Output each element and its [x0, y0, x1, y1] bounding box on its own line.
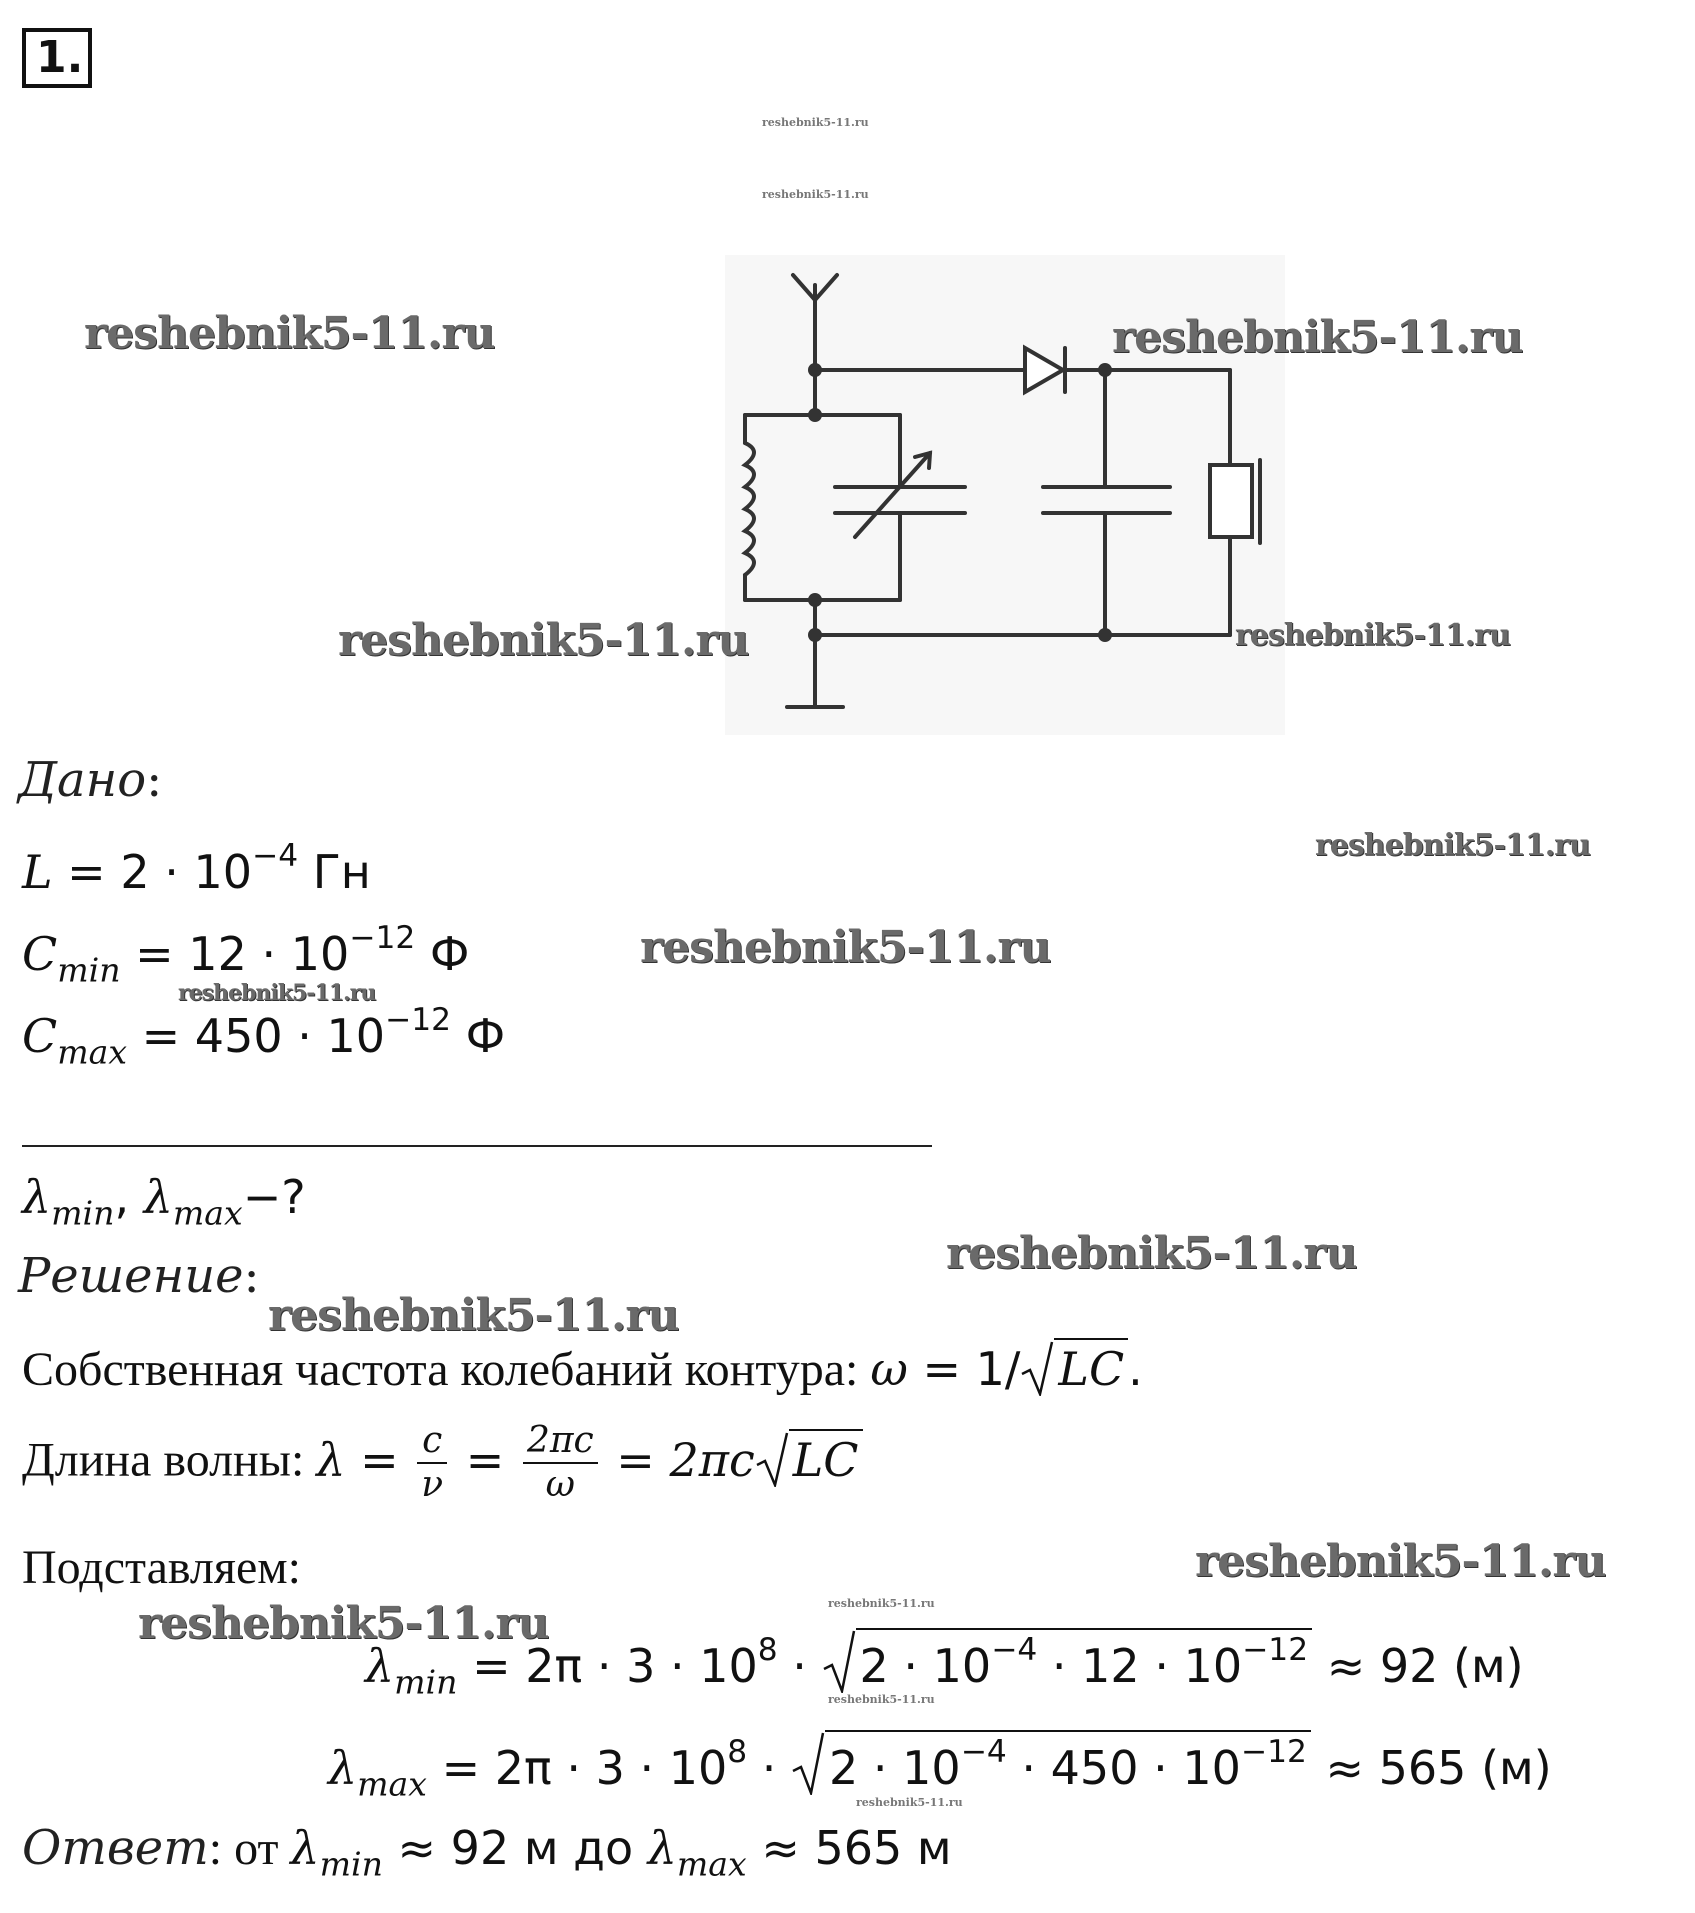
watermark-2: reshebnik5-11.ru: [1112, 312, 1523, 363]
cmin-exponent: −12: [349, 920, 416, 956]
watermark-10: reshebnik5-11.ru: [1195, 1536, 1606, 1587]
calc-max-r1: 2 · 10: [829, 1740, 961, 1795]
answer-lambda-max: λ: [647, 1821, 677, 1875]
calc-min-sqrt: [822, 1628, 1313, 1693]
headphone-icon: [1210, 465, 1252, 537]
frequency-text: Собственная частота колебаний контура:: [22, 1343, 871, 1396]
fraction-c-nu: [417, 1420, 447, 1506]
L-unit: Гн: [298, 844, 371, 899]
calc-lambda-min: [365, 1628, 1524, 1701]
find-line: [22, 1170, 306, 1233]
fraction-nu: ν: [421, 1464, 444, 1505]
sqrt-lc-2-radicand: LC: [789, 1429, 863, 1487]
cmin-subscript: min: [57, 950, 121, 990]
find-lambda-max-sub: max: [172, 1193, 243, 1233]
calc-max-r1-exp: −4: [960, 1734, 1007, 1770]
solution-heading: [18, 1248, 260, 1304]
solution-line-substitute: Подставляем:: [22, 1541, 301, 1594]
wavelength-eq1: =: [345, 1432, 414, 1487]
problem-number: 1.: [22, 28, 92, 88]
frequency-end: .: [1128, 1342, 1143, 1396]
find-lambda-min-sub: min: [51, 1193, 115, 1233]
calc-max-prefactor: = 2π · 3 · 10: [426, 1740, 728, 1795]
watermark-9: reshebnik5-11.ru: [268, 1290, 679, 1341]
watermark-tiny-4: reshebnik5-11.ru: [828, 1597, 935, 1610]
cmax-exponent: −12: [385, 1002, 451, 1038]
fraction-c: c: [417, 1420, 447, 1464]
calc-max-dot: ·: [747, 1740, 792, 1795]
L-symbol: L: [22, 844, 53, 899]
watermark-tiny-5: reshebnik5-11.ru: [828, 1693, 935, 1706]
watermark-1: reshebnik5-11.ru: [84, 308, 495, 359]
calc-min-r1-exp: −4: [991, 1632, 1038, 1668]
find-lambda-max: λ: [143, 1170, 173, 1224]
watermark-8: reshebnik5-11.ru: [946, 1228, 1357, 1279]
fraction-2pic: 2πc: [523, 1420, 598, 1464]
calc-min-prefactor: = 2π · 3 · 10: [457, 1638, 758, 1693]
given-heading: [18, 752, 162, 808]
solution-heading-colon: :: [243, 1248, 260, 1304]
calc-min-prefactor-exp: 8: [757, 1632, 778, 1668]
given-divider: [22, 1145, 932, 1147]
watermark-tiny-1: reshebnik5-11.ru: [762, 116, 869, 129]
calc-lambda-max: [328, 1730, 1552, 1803]
calc-min-r2-exp: −12: [1242, 1632, 1309, 1668]
calc-min-r2: · 12 · 10: [1037, 1638, 1243, 1693]
solution-line-frequency: [22, 1338, 1143, 1397]
watermark-6: reshebnik5-11.ru: [640, 922, 1051, 973]
calc-min-r1: 2 · 10: [859, 1638, 992, 1693]
answer-min-value: ≈ 92 м до: [382, 1821, 648, 1875]
cmax-symbol: C: [22, 1008, 58, 1063]
solution-line-wavelength: [22, 1420, 863, 1506]
lambda-symbol: λ: [316, 1432, 346, 1487]
calc-max-prefactor-exp: 8: [727, 1734, 748, 1770]
cmax-unit: Ф: [451, 1008, 506, 1063]
answer-max-value: ≈ 565 м: [746, 1821, 952, 1875]
given-heading-text: Дано: [18, 752, 147, 808]
fraction-2pic-omega: [523, 1420, 598, 1506]
sqrt-lc-1: [1020, 1338, 1128, 1396]
given-inductance: [22, 838, 371, 899]
calc-max-sqrt: [791, 1730, 1311, 1795]
solution-heading-text: Решение: [18, 1248, 244, 1304]
frequency-eq: = 1/: [907, 1342, 1021, 1396]
calc-max-result: ≈ 565 (м): [1310, 1740, 1552, 1795]
answer-lambda-min-sub: min: [319, 1844, 383, 1884]
fraction-omega: ω: [545, 1464, 575, 1505]
cmin-value: = 12 · 10: [120, 926, 350, 981]
cmax-value: = 450 · 10: [127, 1008, 386, 1063]
answer-heading: Ответ: [22, 1820, 209, 1876]
given-cmax: [22, 1002, 505, 1071]
watermark-tiny-2: reshebnik5-11.ru: [762, 188, 869, 201]
watermark-3: reshebnik5-11.ru: [338, 615, 749, 666]
calc-max-r2: · 450 · 10: [1006, 1740, 1241, 1795]
watermark-4: reshebnik5-11.ru: [1235, 618, 1510, 653]
answer-lambda-min: λ: [290, 1821, 320, 1875]
sqrt-lc-1-radicand: LC: [1054, 1338, 1128, 1396]
cmax-subscript: max: [57, 1032, 128, 1072]
calc-min-sub: min: [394, 1662, 458, 1702]
sqrt-lc-2: [755, 1429, 863, 1487]
given-heading-colon: :: [146, 752, 163, 808]
cmin-unit: Ф: [415, 926, 470, 981]
find-lambda-min: λ: [22, 1170, 52, 1224]
calc-min-result: ≈ 92 (м): [1312, 1638, 1524, 1693]
L-exponent: −4: [252, 838, 299, 874]
wavelength-text: Длина волны:: [22, 1433, 317, 1487]
omega-symbol: ω: [870, 1342, 908, 1396]
watermark-tiny-6: reshebnik5-11.ru: [856, 1796, 963, 1809]
calc-min-lambda: λ: [365, 1638, 395, 1693]
watermark-5: reshebnik5-11.ru: [1315, 828, 1590, 863]
calc-max-r2-exp: −12: [1240, 1734, 1307, 1770]
watermark-7: reshebnik5-11.ru: [178, 980, 376, 1006]
wavelength-eq2: =: [451, 1432, 519, 1487]
calc-min-dot: ·: [777, 1638, 822, 1693]
calc-max-lambda: λ: [328, 1740, 358, 1795]
wavelength-eq3: = 2πc: [601, 1432, 755, 1487]
answer-line: [22, 1820, 952, 1884]
watermark-11: reshebnik5-11.ru: [138, 1598, 549, 1649]
answer-lambda-max-sub: max: [676, 1844, 747, 1884]
L-value: = 2 · 10: [52, 844, 252, 899]
find-question: −?: [242, 1170, 306, 1224]
cmin-symbol: C: [22, 926, 58, 981]
answer-from: : от: [208, 1822, 291, 1875]
calc-max-sub: max: [357, 1764, 427, 1804]
find-sep: ,: [114, 1170, 144, 1224]
